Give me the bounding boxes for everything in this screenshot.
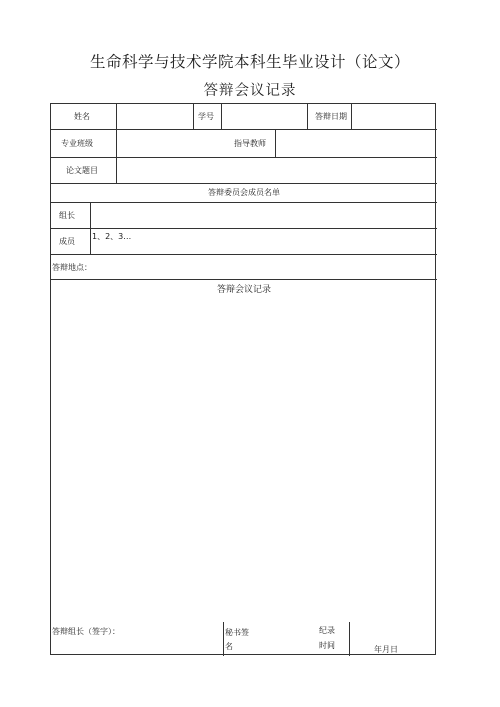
- student-id-label: 学号: [198, 112, 214, 121]
- row-divider: [51, 228, 437, 229]
- thesis-title-label: 论文题目: [66, 166, 98, 175]
- committee-section-title: 答辩委员会成员名单: [208, 188, 280, 197]
- secretary-signature-label: 秘书签: [225, 628, 249, 637]
- members-label: 成员: [59, 237, 75, 246]
- name-field[interactable]: [117, 105, 192, 128]
- location-label: 答辩地点：: [52, 263, 92, 272]
- document-subtitle: 答辩会议记录: [203, 83, 297, 99]
- leader-label: 组长: [59, 211, 75, 220]
- record-time-label-cont: 时间: [319, 641, 335, 650]
- column-divider: [223, 622, 224, 656]
- defense-date-field[interactable]: [352, 105, 436, 128]
- date-label: 年月日: [374, 645, 398, 654]
- student-id-field[interactable]: [222, 105, 306, 128]
- name-label: 姓名: [74, 112, 90, 121]
- major-class-field[interactable]: [117, 130, 227, 156]
- leader-field[interactable]: [91, 203, 436, 227]
- record-section-title: 答辩会议记录: [216, 285, 271, 295]
- thesis-title-field[interactable]: [117, 158, 436, 182]
- record-time-label: 纪录: [319, 626, 335, 635]
- row-divider: [51, 279, 437, 280]
- column-divider: [307, 104, 308, 129]
- advisor-label: 指导教师: [234, 139, 266, 148]
- major-class-label: 专业班级: [61, 139, 93, 148]
- column-divider: [349, 622, 350, 656]
- record-notes-area[interactable]: [52, 300, 436, 620]
- defense-date-label: 答辩日期: [315, 112, 347, 121]
- defense-record-form: [50, 103, 436, 655]
- advisor-field[interactable]: [276, 130, 436, 156]
- column-divider: [193, 104, 194, 129]
- leader-signature-label: 答辩组长（签字）：: [52, 627, 120, 636]
- document-title: 生命科学与技术学院本科生毕业设计（论文）: [89, 53, 410, 71]
- secretary-signature-label-cont: 名: [225, 642, 233, 651]
- row-divider: [51, 183, 437, 184]
- location-field[interactable]: [91, 255, 436, 278]
- members-value[interactable]: 1、2、3…: [92, 232, 132, 241]
